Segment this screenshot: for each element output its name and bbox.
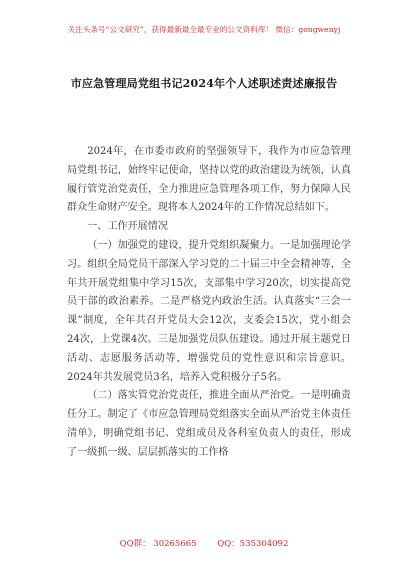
intro-paragraph: 2024年，在市委市政府的坚强领导下，我作为市应急管理局党组书记，始终牢记使命，坚持以党的政治建设为统领，认真履行管党治党责任，全力推进应急管理各项工作，努力保障人民群众生命财产安全。现将本人2024年的工作情况总结如下。 (67, 146, 351, 214)
document-body (67, 143, 351, 463)
qq-group-number: QQ群： 30265665 (119, 539, 197, 549)
contact-footer (0, 537, 408, 549)
promo-banner: 关注头条号“公文研究”，获得最新最全最专业的公文资料库！ 微信：gongwenyj (67, 25, 341, 34)
document-title: 市应急管理局党组书记2024年个人述职述责述廉报告 (70, 77, 338, 90)
section-heading: 一、工作开展情况 (87, 221, 168, 233)
body-paragraph: （一）加强党的建设，提升党组织凝聚力。一是加强理论学习。组织全局党员干部深入学习党的二十届三中全会精神等，全年共开展党组集中学习15次，支部集中学习20次，切实提高党员干部的政治素养。二是严格党内政治生活。认真落实“三会一课”制度，全年共召开党员大会12次，支委会15次，党小组会24次，上党课4次。三是加强党员队伍建设。通过开展主题党日活动、志愿服务活动等，增强党员的党性意识和宗旨意识。2024年共发展党员3名，培养入党积极分子5名。 (67, 239, 351, 383)
body-paragraph: （二）落实管党治党责任，推进全面从严治党。一是明确责任分工。制定了《市应急管理局党组落实全面从严治党主体责任清单》，明确党组书记、党组成员及各科室负责人的责任，形成了一级抓一级、层层抓落实的工作格 (67, 390, 351, 458)
qq-number: QQ：535304092 (217, 539, 289, 549)
